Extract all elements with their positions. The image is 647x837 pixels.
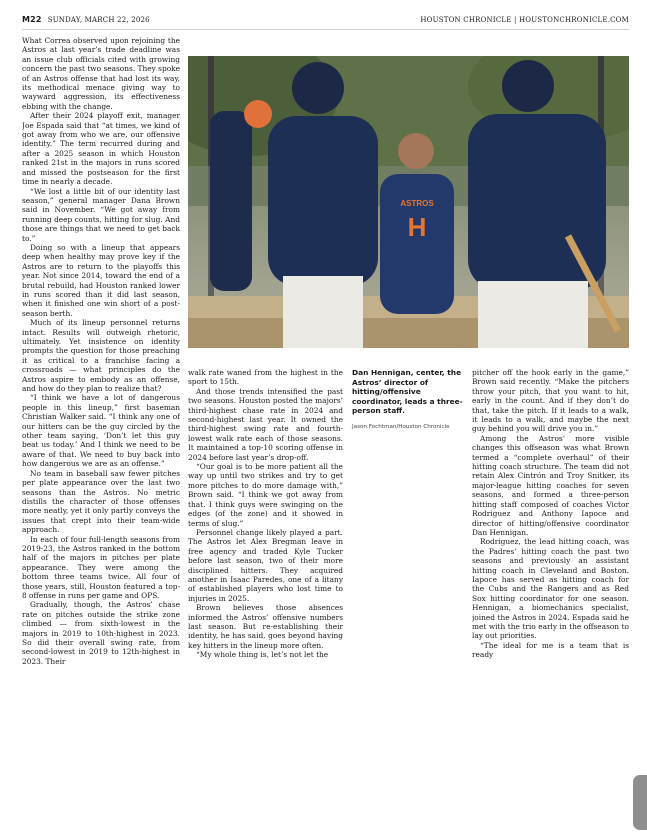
article-photo (188, 56, 629, 348)
article-column-1 (22, 36, 180, 666)
paragraph: “The ideal for me is a team that is ready (472, 640, 629, 660)
paragraph: Gradually, though, the Astros’ chase rate on pitches outside the strike zone climbed — from sixth-lowest in the majors in 2019 to 10th-highest in 2023. So did their overall swing rate, from second-lowest in 2019 to 12th-highest in 2023. Their (22, 600, 180, 666)
caption-text: Dan Hennigan, center, the Astros’ director of hitting/offensive coordinator, leads a three-person staff. (352, 368, 463, 416)
paragraph: Rodriguez, the lead hitting coach, was the Padres’ hitting coach the past two seasons and previously an assistant hitting coach in Cleveland and Boston. Iapoce has served as hitting coach for the Cubs and the Rangers and as Red Sox hitting coordinator for one season. Hennigan, a biomechanics specialist, joined the Astros in 2024. Espada said he met with the trio early in the offseason to lay out priorities. (472, 537, 629, 641)
photo-credit: Jason Fochtman/Houston Chronicle (352, 423, 450, 430)
paragraph: “We lost a little bit of our identity last season,” general manager Dana Brown said in November. “We got away from running deep counts, hitting for slug. And those are things that we need to get back to.” (22, 186, 180, 243)
paragraph: Brown believes those absences informed the Astros’ offensive numbers last season. But re-establishing their identity, he has said, goes beyond having key hitters in the lineup more often. (188, 603, 343, 650)
paragraph: In each of four full-length seasons from 2019-23, the Astros ranked in the bottom half of the majors in pitches per plate appearance. They were among the bottom three teams twice. All four of those years, still, Houston featured a top-8 offense in runs per game and OPS. (22, 534, 180, 600)
paragraph: Among the Astros’ more visible changes this offseason was what Brown termed a “complete overhaul” of their hitting coach structure. The team did not retain Alex Cintrón and Troy Snitker, its major-league hitting coaches for seven seasons, and formed a three-person hitting staff composed of coaches Victor Rodriguez and Anthony Iapoce and director of hitting/offensive coordinator Dan Hennigan. (472, 433, 629, 537)
paragraph: “I think we have a lot of dangerous people in this lineup,” first baseman Christian Walker said. “I think any one of our hitters can be the guy circled by the other team saying, ‘Don’t let this guy beat us today.’ And I think we need to be aware of that. We need to buy back into how dangerous we are as an offense.” (22, 393, 180, 469)
paragraph: No team in baseball saw fewer pitches per plate appearance over the last two seasons than the Astros. No metric distills the character of those offenses more neatly, yet it only partly conveys the issues that crept into their team-wide approach. (22, 468, 180, 535)
header-left (22, 15, 150, 24)
paragraph: walk rate waned from the highest in the sport to 15th. (188, 368, 343, 387)
photo-caption (352, 368, 464, 430)
jersey-wordmark: ASTROS (400, 199, 434, 208)
paragraph: Much of its lineup personnel returns intact. Results will outweigh rhetoric, ultimately. Yet insistence on identity prompts the question for those preaching it as critical to a franchise facing a crossroads — what principles do the Astros aspire to embody as an offense, and how do they plan to realize that? (22, 318, 180, 394)
scrollbar-thumb[interactable] (633, 775, 647, 830)
svg-text:H: H (407, 212, 427, 242)
publication-name: HOUSTON CHRONICLE | HOUSTONCHRONICLE.COM (420, 16, 629, 24)
article-column-2 (188, 368, 343, 668)
page-header (22, 13, 629, 30)
page-number: M22 (22, 15, 42, 24)
paragraph: pitcher off the hook early in the game,” Brown said recently. “Make the pitchers throw your pitch, that you want to hit, early in the count. And if they don’t do that, take the pitch. If it leads to a walk, it leads to a walk, and maybe the next guy behind you will drive you in.” (472, 368, 629, 434)
paragraph: “My whole thing is, let’s not let the (196, 650, 329, 660)
paragraph: After their 2024 playoff exit, manager Joe Espada said that “at times, we kind of got away from who we are, our offensive identity.” The term recurred during and after a 2025 season in which Houston ranked 21st in the majors in runs scored and missed the postseason for the first time in nearly a decade. (22, 111, 180, 187)
paragraph: Personnel change likely played a part. The Astros let Alex Bregman leave in free agency and traded Kyle Tucker before last season, two of their more disciplined hitters. They acquired another in Isaac Paredes, one of a litany of established players who lost time to injuries in 2025. (188, 527, 343, 603)
header-date: SUNDAY, MARCH 22, 2026 (47, 16, 150, 24)
paragraph: Doing so with a lineup that appears deep when healthy may prove key if the Astros are to return to the playoffs this year. Not since 2014, toward the end of a brutal rebuild, had Houston ranked lower in runs scored than it did last season, when it finished one win short of a post-season berth. (22, 242, 180, 318)
paragraph: “Our goal is to be more patient all the way up until two strikes and try to get more pitches to do more damage with,” Brown said. “I think we got away from that. I think guys were swinging on the edges (of the zone) and it showed in terms of slug.” (188, 462, 343, 528)
paragraph: And those trends intensified the past two seasons. Houston posted the majors’ third-highest chase rate in 2024 and second-highest last year. It owned the third-highest swing rate and fourth-lowest walk rate each of those seasons. It maintained a top-10 scoring offense in 2024 before last year’s drop-off. (188, 386, 343, 462)
paragraph: What Correa observed upon rejoining the Astros at last year’s trade deadline was an issue club officials cited with growing concern the past two seasons. They spoke of an Astros offense that had lost its way, its methodical menace giving way to wayward aggression, its effectiveness ebbing with the change. (22, 36, 180, 111)
article-column-3 (472, 368, 629, 668)
